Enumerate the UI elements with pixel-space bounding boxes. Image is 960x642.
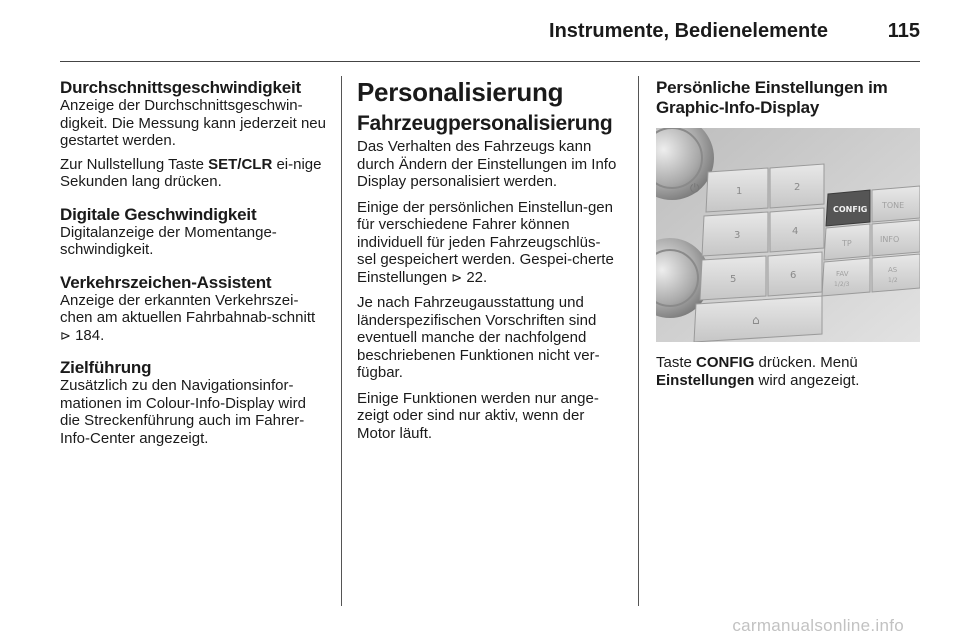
page-title: Instrumente, Bedienelemente bbox=[549, 20, 828, 42]
key-label: CONFIG bbox=[696, 354, 755, 371]
preset-key-label: 3 bbox=[734, 230, 741, 241]
preset-key-label: 6 bbox=[790, 270, 797, 281]
column-divider bbox=[638, 76, 639, 606]
preset-key-label: 5 bbox=[730, 274, 737, 285]
body-text: Je nach Fahrzeugausstattung und länderspezifischen Vorschriften sind eventuell manche der nachfolgend beschriebenen Funktionen nicht ver-fügbar. bbox=[357, 294, 600, 381]
page-reference[interactable]: 22. bbox=[466, 268, 488, 286]
tp-key-label: TP bbox=[842, 239, 852, 248]
page-number: 115 bbox=[887, 20, 920, 42]
page-reference[interactable]: 184. bbox=[75, 326, 105, 344]
section-traffic-sign-assistant bbox=[60, 273, 330, 345]
power-icon: ⏻ bbox=[690, 181, 700, 195]
column-right bbox=[656, 78, 920, 397]
chapter-subtitle: Fahrzeugpersonalisierung bbox=[357, 112, 613, 135]
section-average-speed bbox=[60, 78, 330, 191]
config-key-label: CONFIG bbox=[833, 205, 868, 214]
column-left bbox=[60, 78, 330, 461]
page-reference-icon: ⊳ bbox=[451, 269, 463, 285]
home-icon: ⌂ bbox=[752, 313, 760, 327]
control-panel-photo bbox=[656, 128, 920, 342]
menu-label: Einstellungen bbox=[656, 371, 755, 389]
column-divider bbox=[341, 76, 342, 606]
key-label: SET/CLR bbox=[208, 155, 273, 173]
page-reference-icon: ⊳ bbox=[60, 327, 71, 343]
section-heading: Durchschnittsgeschwindigkeit bbox=[60, 78, 301, 97]
section-text: Anzeige der Durchschnittsgeschwin-digkeit. Die Messung kann jederzeit neu gestartet werden. bbox=[60, 97, 326, 149]
section-heading: Digitale Geschwindigkeit bbox=[60, 204, 257, 224]
preset-key-label: 2 bbox=[794, 182, 801, 193]
section-heading: Verkehrszeichen-Assistent bbox=[60, 272, 272, 292]
chapter-title: Personalisierung bbox=[357, 77, 564, 107]
section-heading: Zielführung bbox=[60, 358, 152, 377]
section-heading: Persönliche Einstellungen im Graphic-Info-Display bbox=[656, 78, 888, 117]
body-text: Einige Funktionen werden nur ange-zeigt oder sind nur aktiv, wenn der Motor läuft. bbox=[357, 389, 599, 442]
section-text: Zusätzlich zu den Navigationsinfor-mationen im Colour-Info-Display wird die Streckenführung auch im Fahrer-Info-Center angezeigt. bbox=[60, 377, 306, 447]
page-header bbox=[60, 16, 920, 56]
as-key-label: AS bbox=[888, 266, 898, 274]
section-text: Digitalanzeige der Momentange-schwindigkeit. bbox=[60, 223, 277, 258]
section-text: Anzeige der erkannten Verkehrszei-chen am aktuellen Fahrbahnab-schnitt ⊳ 184. bbox=[60, 291, 316, 344]
body-text: Das Verhalten des Fahrzeugs kann durch Ändern der Einstellungen im Info Display personalisiert werden. bbox=[357, 138, 617, 190]
header-rule bbox=[60, 61, 920, 62]
as-key-sublabel: 1/2 bbox=[888, 277, 898, 284]
footer-watermark: carmanualsonline.info bbox=[732, 616, 904, 635]
fav-key-label: FAV bbox=[836, 270, 849, 278]
section-text: Zur Nullstellung Taste SET/CLR ei-nige Sekunden lang drücken. bbox=[60, 155, 322, 190]
section-digital-speed bbox=[60, 205, 330, 259]
preset-key-label: 4 bbox=[792, 226, 799, 237]
tone-key-label: TONE bbox=[882, 201, 905, 210]
body-text: Einige der persönlichen Einstellun-gen für verschiedene Fahrer können individuell für jeden Fahrzeugschlüs-sel gespeichert werden. Gespei-cherte Einstellungen ⊳ 22. bbox=[357, 198, 614, 286]
fav-key-sublabel: 1/2/3 bbox=[834, 281, 850, 288]
column-middle bbox=[357, 78, 619, 450]
caption-text: Taste CONFIG drücken. Menü Einstellungen wird angezeigt. bbox=[656, 354, 860, 389]
info-key-label: INFO bbox=[880, 235, 900, 244]
preset-key-label: 1 bbox=[736, 186, 743, 197]
section-route-guidance bbox=[60, 358, 330, 447]
